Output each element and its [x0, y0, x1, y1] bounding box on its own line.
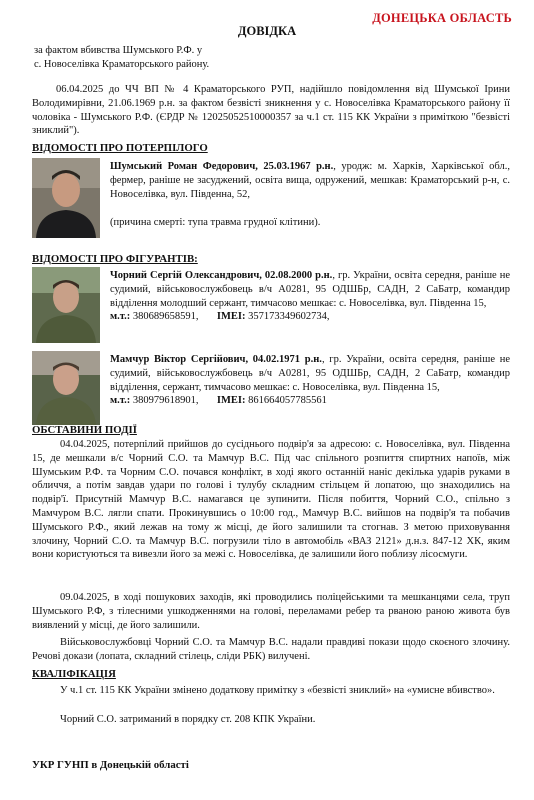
intro-paragraph: 06.04.2025 до ЧЧ ВП № 4 Краматорського РУП, надійшло повідомлення від Шумської Ірини Володимирівни, 21.06.1969 р.н. за фактом безвісті зникнення у с. Новоселівка Краматорського району її чоловіка - Шумського Р.Ф. (ЄРДР № 12025052510000357 за ч.1 ст. 115 КК України з приміткою "безвісті зниклий"). [32, 84, 510, 137]
victim-photo [32, 158, 100, 238]
circumstances-heading: ОБСТАВИНИ ПОДІЇ [32, 424, 137, 436]
person-silhouette-icon [32, 351, 100, 425]
suspect-1-info [110, 269, 510, 324]
document-footer: УКР ГУНП в Донецькій області [32, 759, 189, 771]
victim-details: , уродж: м. Харків, Харківської обл., фермер, раніше не засуджений, освіта вища, одружений, мешкав: Краматорський р-н, с. Новоселівка, вул. Південна, 52, [110, 161, 511, 200]
suspect-1-details: , гр. України, освіта середня, раніше не судимий, військовослужбовець в/ч А0281, 95 ОДШБр, САДН, 2 СаБатр, командир відділення молодший сержант, тимчасово мешкає: с. Новоселівка, вул. Південна 15, [110, 270, 510, 309]
suspect-2-imei-label: ІМЕІ: [216, 395, 246, 407]
region-label: ДОНЕЦЬКА ОБЛАСТЬ [372, 11, 512, 25]
qualification-paragraph-2: Чорний С.О. затриманий в порядку ст. 208 КПК України. [60, 714, 316, 725]
suspect-2-name: Мамчур Віктор Сергійович, 04.02.1971 р.н. [110, 354, 322, 365]
suspect-1-photo [32, 267, 100, 343]
suspect-2-photo [32, 351, 100, 425]
qualification-paragraph-1: У ч.1 ст. 115 КК України змінено додаткову примітку з «безвісті зниклий» на «умисне вбивство». [60, 685, 495, 696]
suspect-1-name: Чорний Сергій Олександрович, 02.08.2000 р.н. [110, 270, 333, 281]
victim-heading: ВІДОМОСТІ ПРО ПОТЕРПІЛОГО [32, 142, 208, 154]
circumstances-paragraph-3: Військовослужбовці Чорний С.О. та Мамчур В.С. надали правдиві покази щодо скоєного злочину. Речові докази (лопата, складний стілець, сліди РБК) вилучені. [32, 637, 510, 662]
person-silhouette-icon [32, 158, 100, 238]
qualification-heading: КВАЛІФІКАЦІЯ [32, 668, 116, 680]
suspect-2-imei: 861664057785561 [248, 395, 327, 407]
suspect-1-imei: 357173349602734, [248, 311, 330, 323]
document-title: ДОВІДКА [237, 24, 297, 38]
suspect-2-details: , гр. України, освіта середня, раніше не судимий, військовослужбовець в/ч А0281, 95 ОДШБр, САДН, 2 СаБатр, командир відділення, сержант, тимчасово мешкає: с. Новоселівка, вул. Південна 15, [110, 354, 510, 393]
person-silhouette-icon [32, 267, 100, 343]
document-subject [34, 44, 334, 72]
suspect-2-info [110, 353, 510, 408]
suspect-1-phone-label: м.т.: [110, 311, 131, 323]
suspect-1-phone: 380689658591, [132, 311, 199, 323]
subject-line-1: за фактом вбивства Шумського Р.Ф. у [34, 45, 203, 56]
victim-cause: (причина смерті: тупа травма грудної клітини). [110, 217, 321, 228]
suspect-2-phone-label: м.т.: [110, 395, 131, 407]
circumstances-paragraph-1: 04.04.2025, потерпілий прийшов до сусіднього подвір'я за адресою: с. Новоселівка, вул. Південна 15, де мешкали в/с Чорний С.О. та Мамчур В.С. Під час спільного розпиття спиртних напоїв, між Шумським Р.Ф. та Чорним С.О. почався конфлікт, в ході якого останній наніс декілька ударів руками в обличчя, а потім завдав удари по голові і тулубу складним стільцем й лопатою, що знаходились на подвір'ї. Присутній Мамчур В.С. намагався це зупинити. Після побиття, Чорний С.О., спільно з Мамчуром В.С. лягли спати. Прокинувшись о 10:00 год., Мамчур В.С. вийшов на подвір'я та побачив Шумського Р.Ф., який лежав на тому ж місці, де його залишили та стогнав. З метою приховування злочину, Чорний С.О. та Мамчур В.С. погрузили тіло в автомобіль «ВАЗ 2121» д.н.з. 847-12 ХК, яким вони користуються та вивезли його за межі с. Новоселівка, де залишили його поблизу лісосмуги. [32, 439, 510, 561]
suspects-heading: ВІДОМОСТІ ПРО ФІГУРАНТІВ: [32, 253, 198, 265]
suspect-1-imei-label: ІМЕІ: [216, 311, 246, 323]
suspect-2-phone: 380979618901, [132, 395, 199, 407]
circumstances-paragraph-2: 09.04.2025, в ході пошукових заходів, які проводились поліцейськими та мешканцями села, труп Шумського Р.Ф, з тілесними ушкодженнями на голові, переламами ребер та рваною раною живота був виявлений у місці, де його залишили. [32, 592, 510, 631]
subject-line-2: с. Новоселівка Краматорського району. [34, 59, 210, 70]
victim-info [110, 160, 510, 201]
victim-name: Шумський Роман Федорович, 25.03.1967 р.н. [110, 161, 334, 172]
